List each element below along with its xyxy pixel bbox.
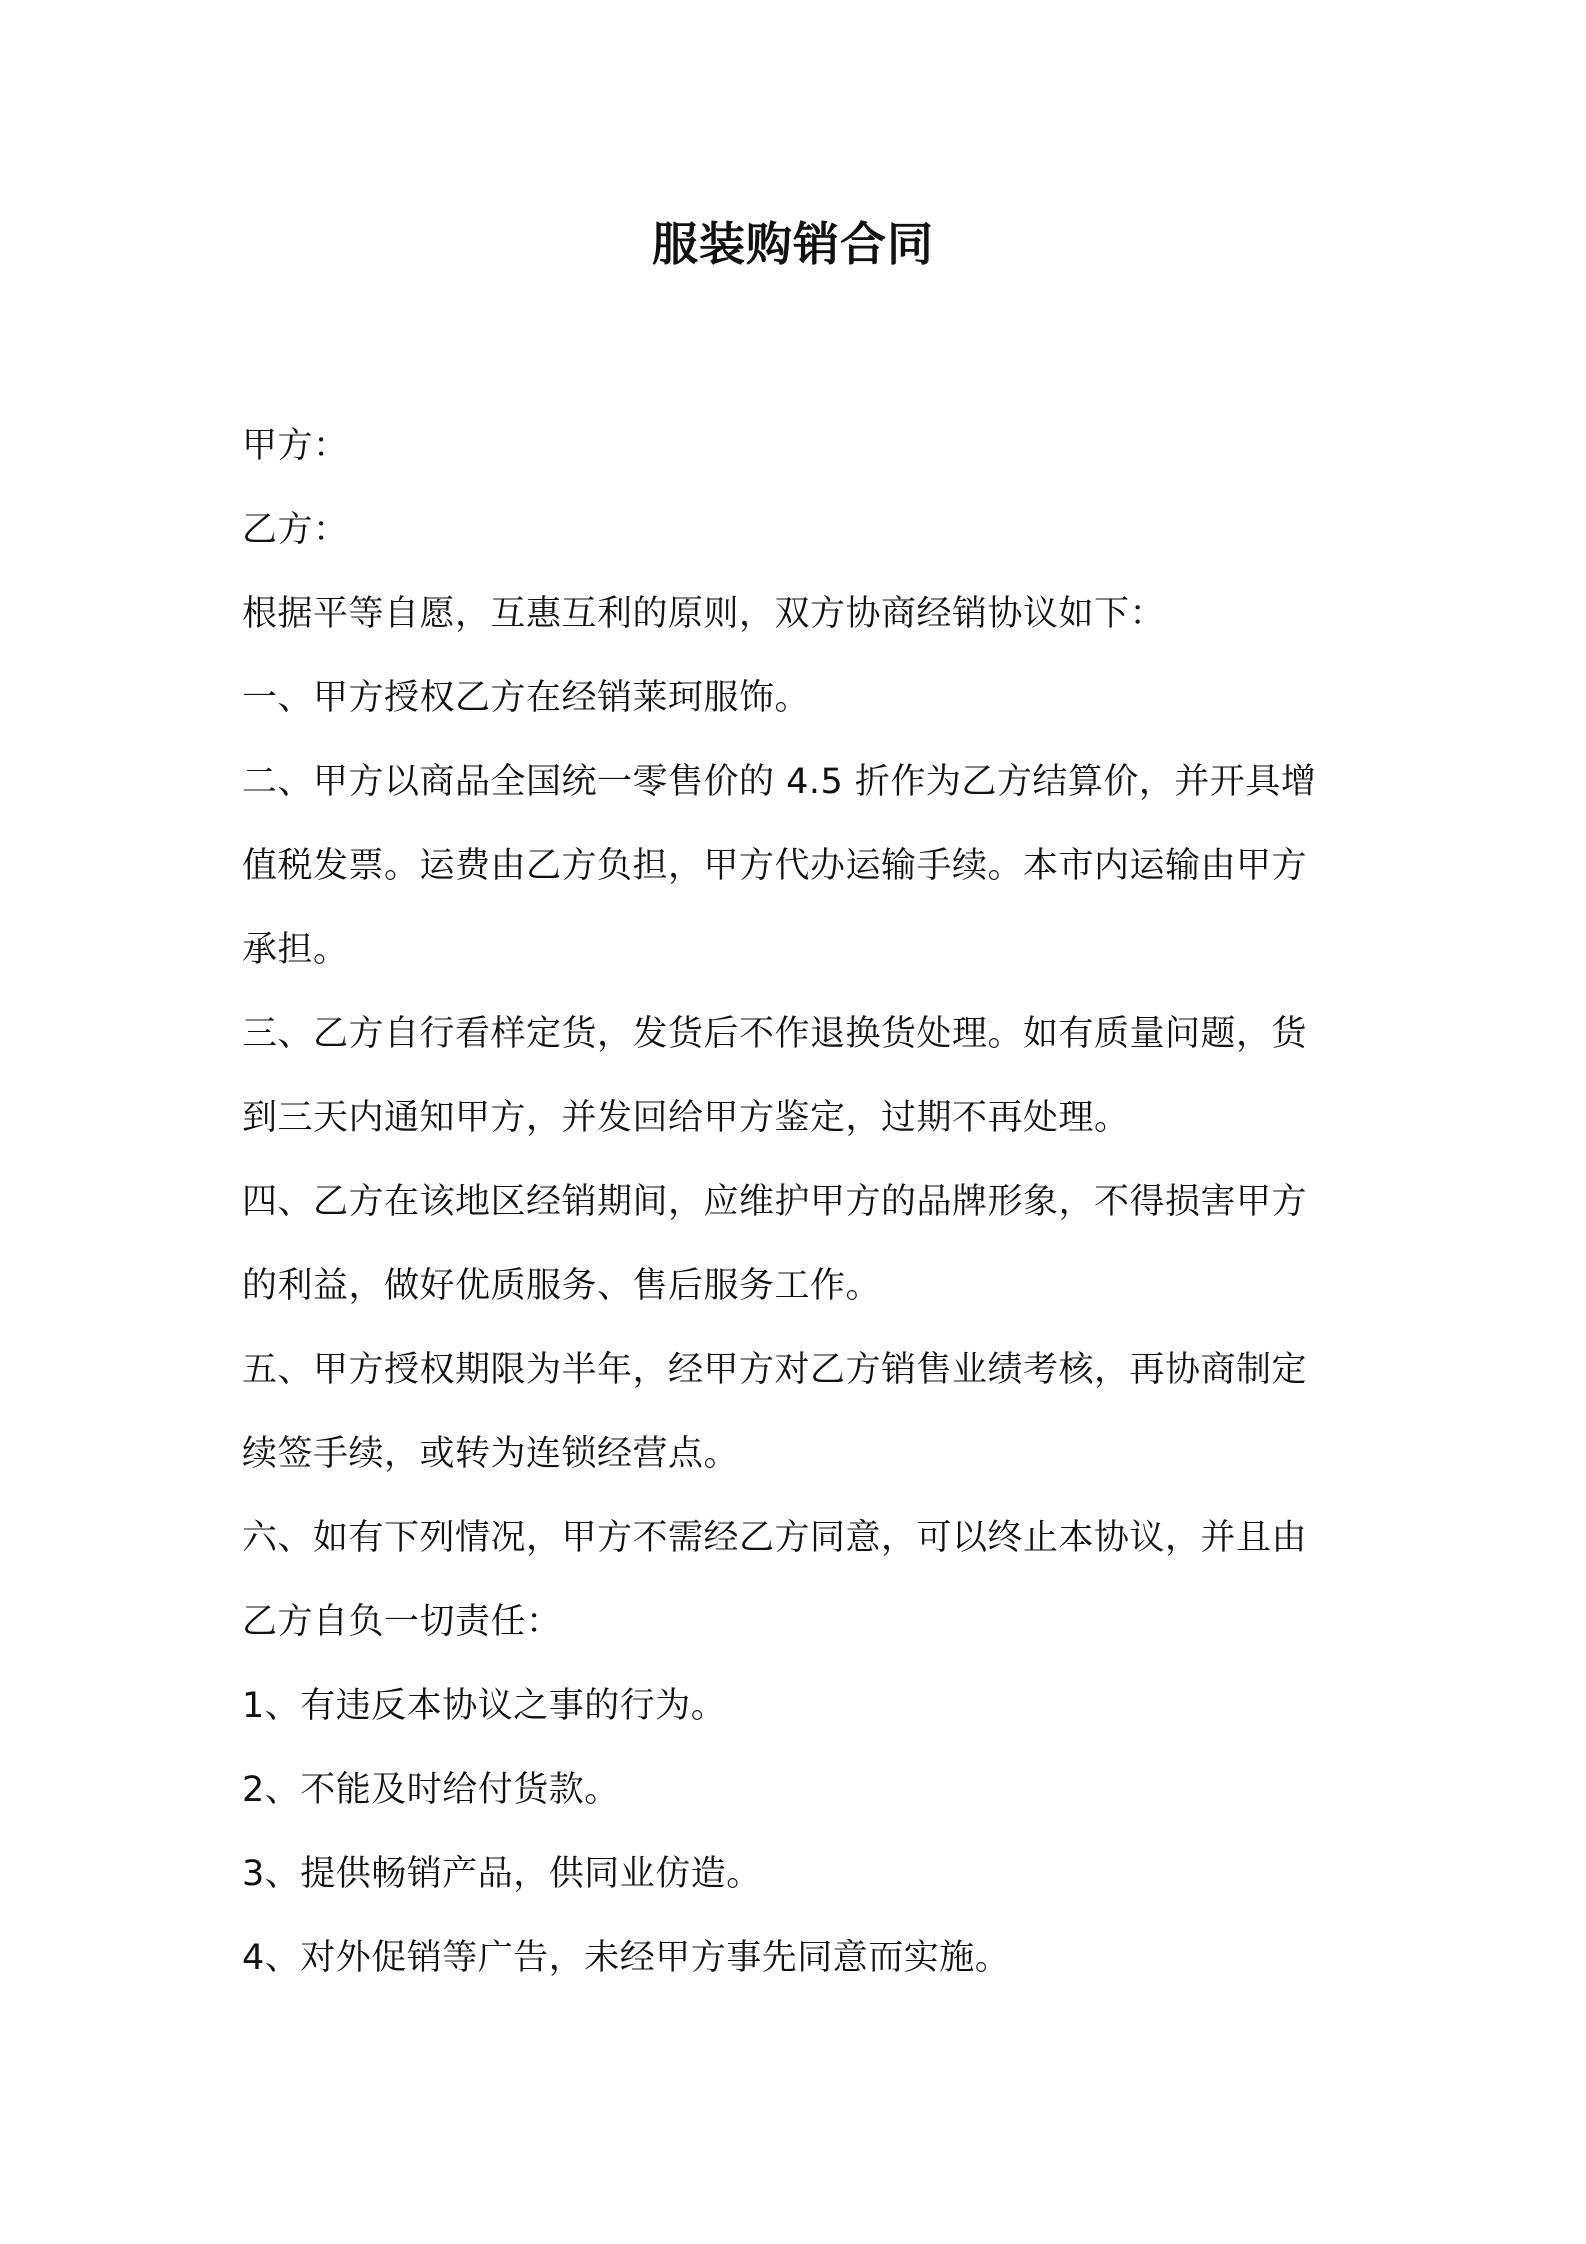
clause-3-line-1: 三、乙方自行看样定货，发货后不作退换货处理。如有质量问题，货	[242, 1014, 1308, 1054]
clause-1-line: 一、甲方授权乙方在经销莱珂服饰。	[242, 678, 811, 718]
party-b-line: 乙方：	[242, 510, 349, 550]
clause-3-line-2: 到三天内通知甲方，并发回给甲方鉴定，过期不再处理。	[242, 1098, 1130, 1138]
clause-4-line-2: 的利益，做好优质服务、售后服务工作。	[242, 1266, 882, 1306]
list-item-2: 2、不能及时给付货款。	[242, 1770, 620, 1810]
clause-5-line-1: 五、甲方授权期限为半年，经甲方对乙方销售业绩考核，再协商制定	[242, 1350, 1308, 1390]
document-title: 服装购销合同	[652, 217, 934, 271]
clause-2-line-1: 二、甲方以商品全国统一零售价的 4.5 折作为乙方结算价，并开具增	[242, 762, 1317, 802]
clause-2-line-3: 承担。	[242, 930, 349, 970]
clause-6-line-2: 乙方自负一切责任：	[242, 1602, 562, 1642]
clause-2-line-2: 值税发票。运费由乙方负担，甲方代办运输手续。本市内运输由甲方	[242, 846, 1308, 886]
document-body	[242, 404, 1356, 2000]
clause-5-line-2: 续签手续，或转为连锁经营点。	[242, 1434, 740, 1474]
clause-6-line-1: 六、如有下列情况，甲方不需经乙方同意，可以终止本协议，并且由	[242, 1518, 1308, 1558]
preamble-line: 根据平等自愿，互惠互利的原则，双方协商经销协议如下：	[242, 594, 1166, 634]
list-item-1: 1、有违反本协议之事的行为。	[242, 1686, 727, 1726]
list-item-4: 4、对外促销等广告，未经甲方事先同意而实施。	[242, 1938, 1011, 1978]
list-item-3: 3、提供畅销产品，供同业仿造。	[242, 1854, 762, 1894]
clause-4-line-1: 四、乙方在该地区经销期间，应维护甲方的品牌形象，不得损害甲方	[242, 1182, 1308, 1222]
party-a-line: 甲方：	[242, 426, 349, 466]
